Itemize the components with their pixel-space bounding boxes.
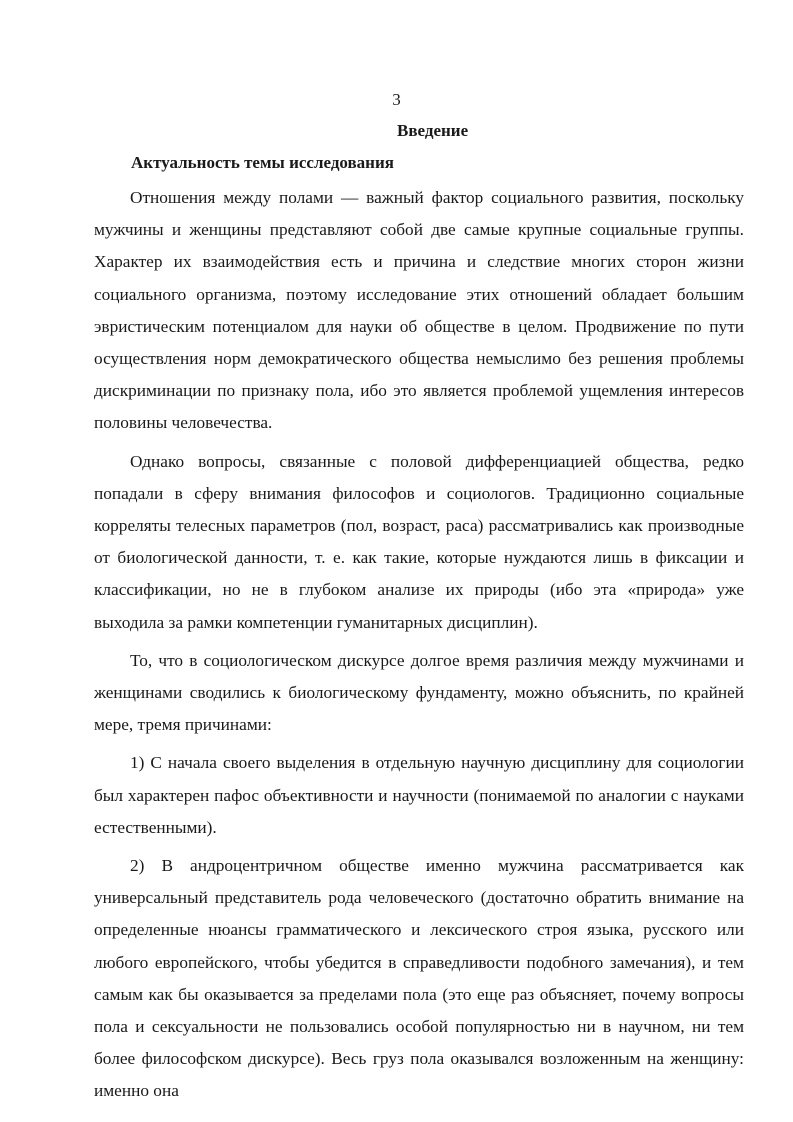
paragraph-1: Отношения между полами — важный фактор социального развития, поскольку мужчины и женщины представляют собой две самые крупные социальные группы. Характер их взаимодействия есть и причина и следствие многих сторон жизни социального организма, поэтому исследование этих отношений обладает большим эвристическим потенциалом для науки об обществе в целом. Продвижение по пути осуществления норм демократического общества немыслимо без решения проблемы дискриминации по признаку пола, ибо это является проблемой ущемления интересов половины человечества. <box>94 188 744 433</box>
section-title: Введение <box>397 121 469 140</box>
paragraph-3: То, что в социологическом дискурсе долгое время различия между мужчинами и женщинами сводились к биологическому фундаменту, можно объяснить, по крайней мере, тремя причинами: <box>94 650 744 735</box>
body-text <box>94 182 744 1108</box>
page-number: 3 <box>392 90 401 109</box>
section-subtitle: Актуальность темы исследования <box>131 153 394 172</box>
paragraph-5: 2) В андроцентричном обществе именно мужчина рассматривается как универсальный представитель рода человеческого (достаточно обратить внимание на определенные нюансы грамматического и лексического строя языка, русского или любого европейского, чтобы убедится в справедливости подобного замечания), и тем самым как бы оказывается за пределами пола (это еще раз объясняет, почему вопросы пола и сексуальности не пользовались особой популярностью ни в научном, ни тем более философском дискурсе). Весь груз пола оказывался возложенным на женщину: именно она <box>94 856 744 1101</box>
paragraph-2: Однако вопросы, связанные с половой дифференциацией общества, редко попадали в сферу внимания философов и социологов. Традиционно социальные корреляты телесных параметров (пол, возраст, раса) рассматривались как производные от биологической данности, т. е. как такие, которые нуждаются лишь в фиксации и классификации, но не в глубоком анализе их природы (ибо эта «природа» уже выходила за рамки компетенции гуманитарных дисциплин). <box>94 451 744 632</box>
paragraph-4: 1) С начала своего выделения в отдельную научную дисциплину для социологии был характерен пафос объективности и научности (понимаемой по аналогии с науками естественными). <box>94 753 744 837</box>
